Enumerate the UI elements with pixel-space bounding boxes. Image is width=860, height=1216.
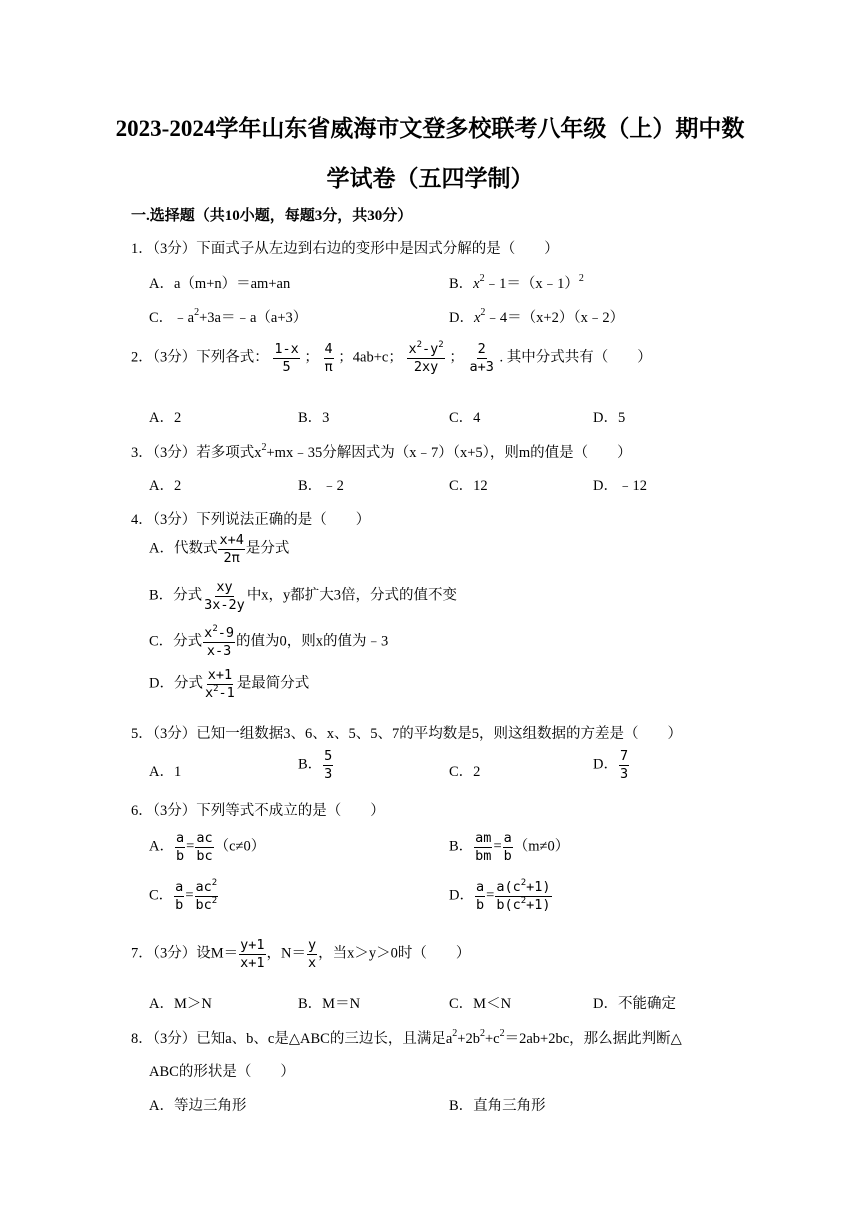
question-3-option-d: D．﹣12 (593, 478, 647, 494)
fraction: $\frac{x^2-9}{x-3}$ (204, 624, 234, 659)
question-4-option-b: B．分式 $\frac{xy}{3x-2y}$ 中x，y都扩大3倍，分式的值不变 (149, 579, 458, 613)
question-5-option-a: A．1 (149, 764, 182, 780)
fraction: $\frac{am}{bm}$ (475, 830, 492, 864)
fraction: $\frac{x^2-y^2}{2xy}$ (408, 340, 444, 375)
page-title-line-2: 学试卷（五四学制） (326, 166, 534, 191)
question-4-option-a: A．代数式 $\frac{x+4}{2\pi}$ 是分式 (149, 532, 290, 566)
question-7-option-a: A．M＞N (149, 996, 212, 1012)
fraction: $\frac{a}{b}$ (175, 830, 185, 864)
question-8-option-a: A．等边三角形 (149, 1098, 247, 1114)
question-2-option-d: D．5 (593, 410, 626, 426)
fraction: $\frac{a}{b}$ (475, 879, 485, 913)
question-4-option-d: D．分式 $\frac{x+1}{x^2-1}$ 是最简分式 (149, 667, 310, 701)
question-5-option-b: B． $\frac{5}{3}$ (298, 748, 333, 782)
question-6-option-a: A． $\frac{a}{b}$ = $\frac{ac}{bc}$ （c≠0） (149, 830, 266, 864)
question-1-option-a: A．a（m+n）＝am+an (149, 276, 291, 292)
fraction: $\frac{2}{a+3}$ (469, 341, 494, 375)
fraction: $\frac{ac^2}{bc^2}$ (195, 878, 218, 913)
question-7-stem: 7．（3分）设M＝ $\frac{y+1}{x+1}$ ，N＝ $\frac{y}{x}$ ，当x＞y＞0时（ ） (131, 937, 471, 971)
question-2-option-c: C．4 (449, 410, 481, 426)
question-8-stem-line-2: ABC的形状是（ ） (149, 1064, 295, 1080)
question-8-option-b: B．直角三角形 (449, 1098, 546, 1114)
question-6-option-b: B． $\frac{am}{bm}$ = $\frac{a}{b}$ （m≠0） (449, 830, 570, 864)
fraction: $\frac{1-x}{5}$ (274, 341, 299, 375)
fraction: $\frac{4}{\pi}$ (324, 341, 333, 375)
question-1-option-b: B．$x^2﹣1=(x﹣1)^2$ (449, 273, 584, 292)
section-heading: 一.选择题（共10小题，每题3分，共30分） (131, 208, 413, 224)
question-7-option-c: C．M＜N (449, 996, 512, 1012)
fraction: $\frac{y+1}{x+1}$ (240, 937, 265, 971)
question-6-option-d: D． $\frac{a}{b}$ = $\frac{a(c^2+1)}{b(c^2+1)}$ (449, 878, 551, 913)
question-2-option-a: A．2 (149, 410, 182, 426)
question-3-stem: 3．（3分）若多项式$x^2+mx﹣35$分解因式为（x﹣7）（x+5），则m的值是（ ） (131, 442, 632, 461)
question-4-option-c: C．分式 $\frac{x^2-9}{x-3}$ 的值为0，则x的值为﹣3 (149, 624, 389, 659)
question-8-stem: 8．（3分）已知a、b、c是△ABC的三边长，且满足$a^2+2b^2+c^2=2ab+2bc$，那么据此判断△ (131, 1028, 682, 1047)
fraction: $\frac{y}{x}$ (308, 937, 317, 971)
fraction: $\frac{a}{b}$ (175, 879, 184, 913)
question-3-option-a: A．2 (149, 478, 182, 494)
question-7-option-d: D．不能确定 (593, 996, 676, 1012)
fraction: $\frac{a}{b}$ (503, 830, 512, 864)
page-title-line-1: 2023-2024学年山东省威海市文登多校联考八年级（上）期中数 (115, 116, 745, 141)
fraction: $\frac{x+4}{2\pi}$ (219, 532, 244, 566)
question-2-stem: 2．（3分）下列各式： $\frac{1-x}{5}$ ； $\frac{4}{\pi}$ ；4ab+c； $\frac{x^2-y^2}{2xy}$ ； $\frac{2}{a+3}$ . 其中分式共有（ ） (131, 340, 652, 375)
question-1-stem: 1．（3分）下面式子从左边到右边的变形中是因式分解的是（ ） (131, 241, 559, 257)
fraction: $\frac{ac}{bc}$ (196, 830, 213, 864)
question-5-option-c: C．2 (449, 764, 481, 780)
question-1-option-c: C．$﹣a^2+3a=﹣a(a+3)$ (149, 307, 308, 326)
question-3-option-b: B．﹣2 (298, 478, 344, 494)
question-7-option-b: B．M＝N (298, 996, 361, 1012)
question-3-option-c: C．12 (449, 478, 488, 494)
fraction: $\frac{5}{3}$ (324, 748, 333, 782)
question-2-option-b: B．3 (298, 410, 330, 426)
question-1-option-d: D．$x^2﹣4=(x+2)(x﹣2)$ (449, 307, 625, 326)
question-6-stem: 6．（3分）下列等式不成立的是（ ） (131, 803, 385, 819)
fraction: $\frac{x+1}{x^2-1}$ (204, 667, 235, 701)
question-4-stem: 4．（3分）下列说法正确的是（ ） (131, 512, 371, 528)
fraction: $\frac{7}{3}$ (619, 748, 629, 782)
question-5-stem: 5．（3分）已知一组数据3、6、x、5、5、7的平均数是5，则这组数据的方差是（ ） (131, 726, 682, 742)
fraction: $\frac{a(c^2+1)}{b(c^2+1)}$ (496, 878, 551, 913)
question-6-option-c: C． $\frac{a}{b}$ = $\frac{ac^2}{bc^2}$ (149, 878, 218, 913)
fraction: $\frac{xy}{3x-2y}$ (204, 579, 245, 613)
question-5-option-d: D． $\frac{7}{3}$ (593, 748, 629, 782)
